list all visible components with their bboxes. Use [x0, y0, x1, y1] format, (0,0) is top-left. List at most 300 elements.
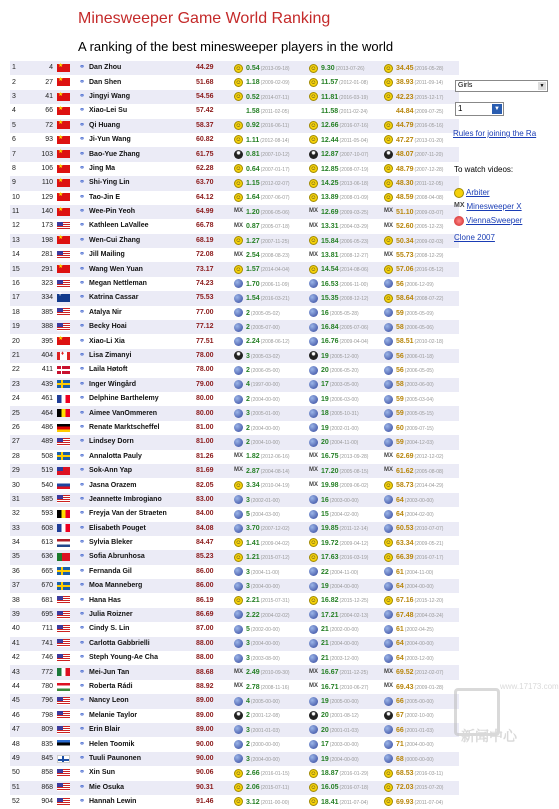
intermediate-time[interactable]: 19.72 [321, 539, 339, 547]
profile-link-cell[interactable] [75, 522, 89, 536]
player-name[interactable]: Xin Sun [89, 766, 196, 780]
intermediate-time[interactable]: 11.57 [321, 79, 339, 87]
expert-time[interactable]: 60 [396, 424, 404, 432]
profile-link-cell[interactable] [75, 709, 89, 723]
beginner-time[interactable]: 2.06 [246, 784, 260, 792]
intermediate-time[interactable]: 15.35 [321, 295, 339, 303]
link-icon[interactable]: ⚭ [79, 423, 85, 431]
link-icon[interactable]: ⚭ [79, 625, 85, 633]
profile-link-cell[interactable] [75, 651, 89, 665]
profile-link-cell[interactable] [75, 406, 89, 420]
profile-link-cell[interactable] [75, 378, 89, 392]
beginner-time[interactable]: 3 [246, 755, 250, 763]
profile-link-cell[interactable] [75, 464, 89, 478]
expert-time[interactable]: 64 [396, 640, 404, 648]
intermediate-time[interactable]: 14.25 [321, 179, 339, 187]
intermediate-time[interactable]: 21 [321, 626, 329, 634]
profile-link-cell[interactable] [75, 507, 89, 521]
expert-time[interactable]: 56 [396, 352, 404, 360]
link-icon[interactable]: ⚭ [79, 596, 85, 604]
link-icon[interactable]: ⚭ [79, 754, 85, 762]
intermediate-time[interactable]: 13.89 [321, 194, 339, 202]
intermediate-time[interactable]: 13.81 [321, 251, 339, 259]
profile-link-cell[interactable] [75, 536, 89, 550]
expert-time[interactable]: 64 [396, 654, 404, 662]
expert-time[interactable]: 59 [396, 410, 404, 418]
expert-time[interactable]: 59 [396, 395, 404, 403]
profile-link-cell[interactable] [75, 75, 89, 89]
beginner-time[interactable]: 1.82 [246, 453, 260, 461]
player-name[interactable]: Nancy Leon [89, 694, 196, 708]
beginner-time[interactable]: 2 [246, 439, 250, 447]
player-name[interactable]: Renate Marktscheffel [89, 421, 196, 435]
link-icon[interactable]: ⚭ [79, 452, 85, 460]
player-name[interactable]: Lisa Zimanyi [89, 349, 196, 363]
link-icon[interactable]: ⚭ [79, 222, 85, 230]
link-icon[interactable]: ⚭ [79, 654, 85, 662]
player-name[interactable]: Lindsey Dorn [89, 435, 196, 449]
link-icon[interactable]: ⚭ [79, 136, 85, 144]
profile-link-cell[interactable] [75, 320, 89, 334]
beginner-time[interactable]: 2.21 [246, 597, 260, 605]
expert-time[interactable]: 69.52 [396, 669, 414, 677]
expert-time[interactable]: 63.34 [396, 539, 414, 547]
intermediate-time[interactable]: 16.71 [321, 683, 339, 691]
intermediate-time[interactable]: 19 [321, 424, 329, 432]
player-name[interactable]: Sylvia Bleker [89, 536, 196, 550]
intermediate-time[interactable]: 12.69 [321, 208, 339, 216]
intermediate-time[interactable]: 16.76 [321, 338, 339, 346]
profile-link-cell[interactable] [75, 334, 89, 348]
intermediate-time[interactable]: 16.82 [321, 597, 339, 605]
link-icon[interactable]: ⚭ [79, 251, 85, 259]
beginner-time[interactable]: 3 [246, 582, 250, 590]
profile-link-cell[interactable] [75, 622, 89, 636]
expert-time[interactable]: 64 [396, 496, 404, 504]
video-link-minesweeper-x[interactable]: MX Minesweeper X [454, 202, 522, 212]
beginner-time[interactable]: 2.87 [246, 467, 260, 475]
link-icon[interactable]: ⚭ [79, 639, 85, 647]
intermediate-time[interactable]: 16.75 [321, 453, 339, 461]
player-name[interactable]: Tao-Jin E [89, 191, 196, 205]
player-name[interactable]: Sofia Abrunhosa [89, 550, 196, 564]
link-icon[interactable]: ⚭ [79, 380, 85, 388]
profile-link-cell[interactable] [75, 493, 89, 507]
player-name[interactable]: Bao-Yue Zhang [89, 147, 196, 161]
player-name[interactable]: Tuuli Paunonen [89, 752, 196, 766]
beginner-time[interactable]: 1.11 [246, 136, 260, 144]
video-link-clone-2007[interactable]: Clone 2007 [454, 233, 495, 242]
beginner-time[interactable]: 3 [246, 654, 250, 662]
link-icon[interactable]: ⚭ [79, 280, 85, 288]
expert-time[interactable]: 61 [396, 568, 404, 576]
intermediate-time[interactable]: 13.31 [321, 223, 339, 231]
profile-link-cell[interactable] [75, 665, 89, 679]
beginner-time[interactable]: 2 [246, 424, 250, 432]
expert-time[interactable]: 48.30 [396, 179, 414, 187]
player-name[interactable]: Roberta Rádi [89, 680, 196, 694]
expert-time[interactable]: 48.07 [396, 151, 414, 159]
profile-link-cell[interactable] [75, 147, 89, 161]
expert-time[interactable]: 47.27 [396, 136, 414, 144]
beginner-time[interactable]: 2 [246, 367, 250, 375]
profile-link-cell[interactable] [75, 219, 89, 233]
link-icon[interactable]: ⚭ [79, 539, 85, 547]
link-icon[interactable]: ⚭ [79, 78, 85, 86]
intermediate-time[interactable]: 16.67 [321, 669, 339, 677]
link-icon[interactable]: ⚭ [79, 179, 85, 187]
expert-time[interactable]: 51.10 [396, 208, 414, 216]
link-icon[interactable]: ⚭ [79, 467, 85, 475]
expert-time[interactable]: 67.48 [396, 611, 414, 619]
link-icon[interactable]: ⚭ [79, 193, 85, 201]
player-name[interactable]: Wang Wen Yuan [89, 262, 196, 276]
beginner-time[interactable]: 1.54 [246, 295, 260, 303]
player-name[interactable]: Jasna Orazem [89, 478, 196, 492]
intermediate-time[interactable]: 17.63 [321, 554, 339, 562]
link-icon[interactable]: ⚭ [79, 308, 85, 316]
profile-link-cell[interactable] [75, 90, 89, 104]
player-name[interactable]: Carlotta Gabbrielli [89, 637, 196, 651]
intermediate-time[interactable]: 20 [321, 439, 329, 447]
beginner-time[interactable]: 1.57 [246, 266, 260, 274]
player-name[interactable]: Xiao-Lei Su [89, 104, 196, 118]
player-name[interactable]: Mei-Jun Tan [89, 665, 196, 679]
expert-time[interactable]: 67 [396, 712, 404, 720]
link-icon[interactable]: ⚭ [79, 611, 85, 619]
link-icon[interactable]: ⚭ [79, 567, 85, 575]
player-name[interactable]: Fernanda Gil [89, 565, 196, 579]
link-icon[interactable]: ⚭ [79, 711, 85, 719]
beginner-time[interactable]: 3.70 [246, 525, 260, 533]
expert-time[interactable]: 58.64 [396, 295, 414, 303]
page-select[interactable] [455, 102, 504, 116]
expert-time[interactable]: 61.62 [396, 467, 414, 475]
expert-time[interactable]: 58.51 [396, 338, 414, 346]
beginner-time[interactable]: 1.20 [246, 208, 260, 216]
player-name[interactable]: Mie Osuka [89, 781, 196, 795]
player-name[interactable]: Sok-Ann Yap [89, 464, 196, 478]
intermediate-time[interactable]: 19 [321, 582, 329, 590]
beginner-time[interactable]: 3 [246, 640, 250, 648]
profile-link-cell[interactable] [75, 766, 89, 780]
player-name[interactable]: Freyja Van der Straeten [89, 507, 196, 521]
intermediate-time[interactable]: 12.66 [321, 122, 339, 130]
expert-time[interactable]: 69.43 [396, 683, 414, 691]
player-name[interactable]: Cindy S. Lin [89, 622, 196, 636]
beginner-time[interactable]: 2 [246, 395, 250, 403]
intermediate-time[interactable]: 19 [321, 698, 329, 706]
intermediate-time[interactable]: 16.53 [321, 280, 339, 288]
link-icon[interactable]: ⚭ [79, 150, 85, 158]
intermediate-time[interactable]: 21 [321, 640, 329, 648]
beginner-time[interactable]: 1.18 [246, 79, 260, 87]
profile-link-cell[interactable] [75, 306, 89, 320]
player-name[interactable]: Moa Manneberg [89, 579, 196, 593]
link-icon[interactable]: ⚭ [79, 352, 85, 359]
link-icon[interactable]: ⚭ [79, 668, 85, 676]
profile-link-cell[interactable] [75, 752, 89, 766]
link-icon[interactable]: ⚭ [79, 510, 85, 518]
expert-time[interactable]: 59 [396, 439, 404, 447]
intermediate-time[interactable]: 19.98 [321, 482, 339, 490]
link-icon[interactable]: ⚭ [79, 64, 85, 72]
expert-time[interactable]: 42.23 [396, 93, 414, 101]
link-icon[interactable]: ⚭ [79, 582, 85, 590]
intermediate-time[interactable]: 19 [321, 755, 329, 763]
profile-link-cell[interactable] [75, 680, 89, 694]
player-name[interactable]: Inger Wingård [89, 378, 196, 392]
intermediate-time[interactable]: 20 [321, 726, 329, 734]
beginner-time[interactable]: 4 [246, 381, 250, 389]
profile-link-cell[interactable] [75, 248, 89, 262]
link-icon[interactable]: ⚭ [79, 337, 85, 345]
intermediate-time[interactable]: 16 [321, 496, 329, 504]
intermediate-time[interactable]: 17.20 [321, 467, 339, 475]
beginner-time[interactable]: 2.66 [246, 770, 260, 777]
link-icon[interactable]: ⚭ [79, 294, 85, 302]
link-icon[interactable]: ⚭ [79, 236, 85, 244]
player-name[interactable]: Delphine Barthelemy [89, 392, 196, 406]
expert-time[interactable]: 58.73 [396, 482, 414, 490]
profile-link-cell[interactable] [75, 694, 89, 708]
beginner-time[interactable]: 2.24 [246, 338, 260, 346]
beginner-time[interactable]: 1.27 [246, 237, 260, 245]
link-icon[interactable]: ⚭ [79, 323, 85, 331]
link-icon[interactable]: ⚭ [79, 107, 85, 115]
profile-link-cell[interactable] [75, 349, 89, 363]
player-name[interactable]: Wee-Pin Yeoh [89, 205, 196, 219]
intermediate-time[interactable]: 20 [321, 712, 329, 720]
intermediate-time[interactable]: 17 [321, 741, 329, 749]
link-icon[interactable]: ⚭ [79, 697, 85, 705]
beginner-time[interactable]: 1.15 [246, 179, 260, 187]
intermediate-time[interactable]: 17 [321, 381, 329, 389]
beginner-time[interactable]: 2 [246, 741, 250, 749]
player-name[interactable]: Ji-Yun Wang [89, 133, 196, 147]
intermediate-time[interactable]: 21 [321, 654, 329, 662]
link-icon[interactable]: ⚭ [79, 395, 85, 403]
profile-link-cell[interactable] [75, 162, 89, 176]
profile-link-cell[interactable] [75, 421, 89, 435]
expert-time[interactable]: 69.93 [396, 798, 414, 806]
link-icon[interactable]: ⚭ [79, 481, 85, 489]
intermediate-time[interactable]: 16.84 [321, 323, 339, 331]
intermediate-time[interactable]: 12.87 [321, 151, 339, 159]
expert-time[interactable]: 48.79 [396, 165, 414, 173]
player-name[interactable]: Xiao-Li Xia [89, 334, 196, 348]
link-icon[interactable]: ⚭ [79, 726, 85, 734]
player-name[interactable]: Melanie Taylor [89, 709, 196, 723]
player-name[interactable]: Jeannette Imbrogiano [89, 493, 196, 507]
link-icon[interactable]: ⚭ [79, 265, 85, 273]
intermediate-time[interactable]: 19 [321, 352, 329, 360]
expert-time[interactable]: 56 [396, 367, 404, 375]
player-name[interactable]: Elisabeth Pouget [89, 522, 196, 536]
profile-link-cell[interactable] [75, 392, 89, 406]
beginner-time[interactable]: 2 [246, 323, 250, 331]
intermediate-time[interactable]: 18.41 [321, 798, 339, 806]
profile-link-cell[interactable] [75, 191, 89, 205]
link-icon[interactable]: ⚭ [79, 121, 85, 129]
profile-link-cell[interactable] [75, 61, 89, 75]
intermediate-time[interactable]: 14.54 [321, 266, 339, 274]
expert-time[interactable]: 34.45 [396, 64, 414, 72]
player-name[interactable]: Megan Nettleman [89, 277, 196, 291]
beginner-time[interactable]: 2 [246, 309, 250, 317]
link-icon[interactable]: ⚭ [79, 798, 85, 806]
player-name[interactable]: Qi Huang [89, 119, 196, 133]
player-name[interactable]: Shi-Ying Lin [89, 176, 196, 190]
profile-link-cell[interactable] [75, 234, 89, 248]
beginner-time[interactable]: 3 [246, 352, 250, 360]
player-name[interactable]: Hana Has [89, 593, 196, 607]
beginner-time[interactable]: 5 [246, 626, 250, 634]
expert-time[interactable]: 72.03 [396, 784, 414, 792]
player-name[interactable]: Becky Hoai [89, 320, 196, 334]
expert-time[interactable]: 58 [396, 323, 404, 331]
expert-time[interactable]: 57.06 [396, 266, 414, 274]
expert-time[interactable]: 62.69 [396, 453, 414, 461]
profile-link-cell[interactable] [75, 737, 89, 751]
expert-time[interactable]: 58 [396, 381, 404, 389]
profile-link-cell[interactable] [75, 133, 89, 147]
beginner-time[interactable]: 1.58 [246, 108, 260, 116]
expert-time[interactable]: 55.73 [396, 251, 414, 259]
expert-time[interactable]: 59 [396, 309, 404, 317]
intermediate-time[interactable]: 18 [321, 410, 329, 418]
intermediate-time[interactable]: 15 [321, 510, 329, 518]
expert-time[interactable]: 66.39 [396, 554, 414, 562]
expert-time[interactable]: 48.59 [396, 194, 414, 202]
profile-link-cell[interactable] [75, 608, 89, 622]
intermediate-time[interactable]: 20 [321, 367, 329, 375]
player-name[interactable]: Hannah Lewin [89, 795, 196, 809]
profile-link-cell[interactable] [75, 291, 89, 305]
expert-time[interactable]: 66 [396, 726, 404, 734]
profile-link-cell[interactable] [75, 205, 89, 219]
link-icon[interactable]: ⚭ [79, 366, 85, 374]
player-name[interactable]: Wen-Cui Zhang [89, 234, 196, 248]
intermediate-time[interactable]: 19 [321, 395, 329, 403]
expert-time[interactable]: 71 [396, 741, 404, 749]
player-name[interactable]: Dan Shen [89, 75, 196, 89]
beginner-time[interactable]: 0.87 [246, 223, 260, 231]
profile-link-cell[interactable] [75, 781, 89, 795]
beginner-time[interactable]: 3 [246, 568, 250, 576]
beginner-time[interactable]: 4 [246, 698, 250, 706]
expert-time[interactable]: 56 [396, 280, 404, 288]
intermediate-time[interactable]: 18.87 [321, 770, 339, 777]
player-name[interactable]: Katrina Cassar [89, 291, 196, 305]
intermediate-time[interactable]: 12.85 [321, 165, 339, 173]
link-icon[interactable]: ⚭ [79, 682, 85, 690]
link-icon[interactable]: ⚭ [79, 409, 85, 417]
beginner-time[interactable]: 2.78 [246, 683, 260, 691]
intermediate-time[interactable]: 16 [321, 309, 329, 317]
expert-time[interactable]: 67.16 [396, 597, 414, 605]
beginner-time[interactable]: 3 [246, 410, 250, 418]
beginner-time[interactable]: 0.52 [246, 93, 260, 101]
player-name[interactable]: Jingyi Wang [89, 90, 196, 104]
link-icon[interactable]: ⚭ [79, 438, 85, 446]
profile-link-cell[interactable] [75, 363, 89, 377]
profile-link-cell[interactable] [75, 795, 89, 809]
link-icon[interactable]: ⚭ [79, 164, 85, 172]
rules-link[interactable]: Rules for joining the Ra [453, 129, 537, 138]
player-name[interactable]: Erin Blair [89, 723, 196, 737]
beginner-time[interactable]: 3 [246, 726, 250, 734]
profile-link-cell[interactable] [75, 104, 89, 118]
expert-time[interactable]: 44.79 [396, 122, 414, 130]
link-icon[interactable]: ⚭ [79, 92, 85, 100]
profile-link-cell[interactable] [75, 119, 89, 133]
beginner-time[interactable]: 1.41 [246, 539, 260, 547]
profile-link-cell[interactable] [75, 637, 89, 651]
expert-time[interactable]: 52.60 [396, 223, 414, 231]
expert-time[interactable]: 60.53 [396, 525, 414, 533]
video-link-viennasweeper[interactable]: ViennaSweeper [454, 216, 522, 226]
beginner-time[interactable]: 2.54 [246, 251, 260, 259]
intermediate-time[interactable]: 19.85 [321, 525, 339, 533]
expert-time[interactable]: 38.93 [396, 79, 414, 87]
player-name[interactable]: Jing Ma [89, 162, 196, 176]
expert-time[interactable]: 68.53 [396, 770, 414, 777]
player-name[interactable]: Aimee VanOmmeren [89, 406, 196, 420]
profile-link-cell[interactable] [75, 277, 89, 291]
player-name[interactable]: Atalya Nir [89, 306, 196, 320]
intermediate-time[interactable]: 11.81 [321, 93, 339, 101]
beginner-time[interactable]: 2.49 [246, 669, 260, 677]
expert-time[interactable]: 44.84 [396, 108, 414, 116]
beginner-time[interactable]: 3 [246, 496, 250, 504]
link-icon[interactable]: ⚭ [79, 208, 85, 216]
expert-time[interactable]: 61 [396, 626, 404, 634]
profile-link-cell[interactable] [75, 478, 89, 492]
beginner-time[interactable]: 0.92 [246, 122, 260, 130]
profile-link-cell[interactable] [75, 550, 89, 564]
profile-link-cell[interactable] [75, 723, 89, 737]
beginner-time[interactable]: 2 [246, 712, 250, 720]
video-link-arbiter[interactable]: Arbiter [454, 188, 490, 198]
profile-link-cell[interactable] [75, 435, 89, 449]
player-name[interactable]: Julia Roizner [89, 608, 196, 622]
link-icon[interactable]: ⚭ [79, 495, 85, 503]
intermediate-time[interactable]: 9.30 [321, 64, 335, 72]
expert-time[interactable]: 68 [396, 755, 404, 763]
profile-link-cell[interactable] [75, 579, 89, 593]
beginner-time[interactable]: 5 [246, 510, 250, 518]
profile-link-cell[interactable] [75, 262, 89, 276]
beginner-time[interactable]: 3.34 [246, 482, 260, 490]
intermediate-time[interactable]: 12.44 [321, 136, 339, 144]
link-icon[interactable]: ⚭ [79, 783, 85, 791]
profile-link-cell[interactable] [75, 593, 89, 607]
expert-time[interactable]: 66 [396, 698, 404, 706]
player-name[interactable]: Helen Toomik [89, 737, 196, 751]
beginner-time[interactable]: 1.21 [246, 554, 260, 562]
player-name[interactable]: Laila Høtoft [89, 363, 196, 377]
player-name[interactable]: Steph Young-Ae Cha [89, 651, 196, 665]
intermediate-time[interactable]: 17.21 [321, 611, 339, 619]
beginner-time[interactable]: 3.12 [246, 798, 260, 806]
link-icon[interactable]: ⚭ [79, 740, 85, 748]
link-icon[interactable]: ⚭ [79, 769, 85, 777]
beginner-time[interactable]: 1.64 [246, 194, 260, 202]
player-name[interactable]: Annalotta Pauly [89, 450, 196, 464]
intermediate-time[interactable]: 16.05 [321, 784, 339, 792]
player-name[interactable]: Kathleen LaVallee [89, 219, 196, 233]
